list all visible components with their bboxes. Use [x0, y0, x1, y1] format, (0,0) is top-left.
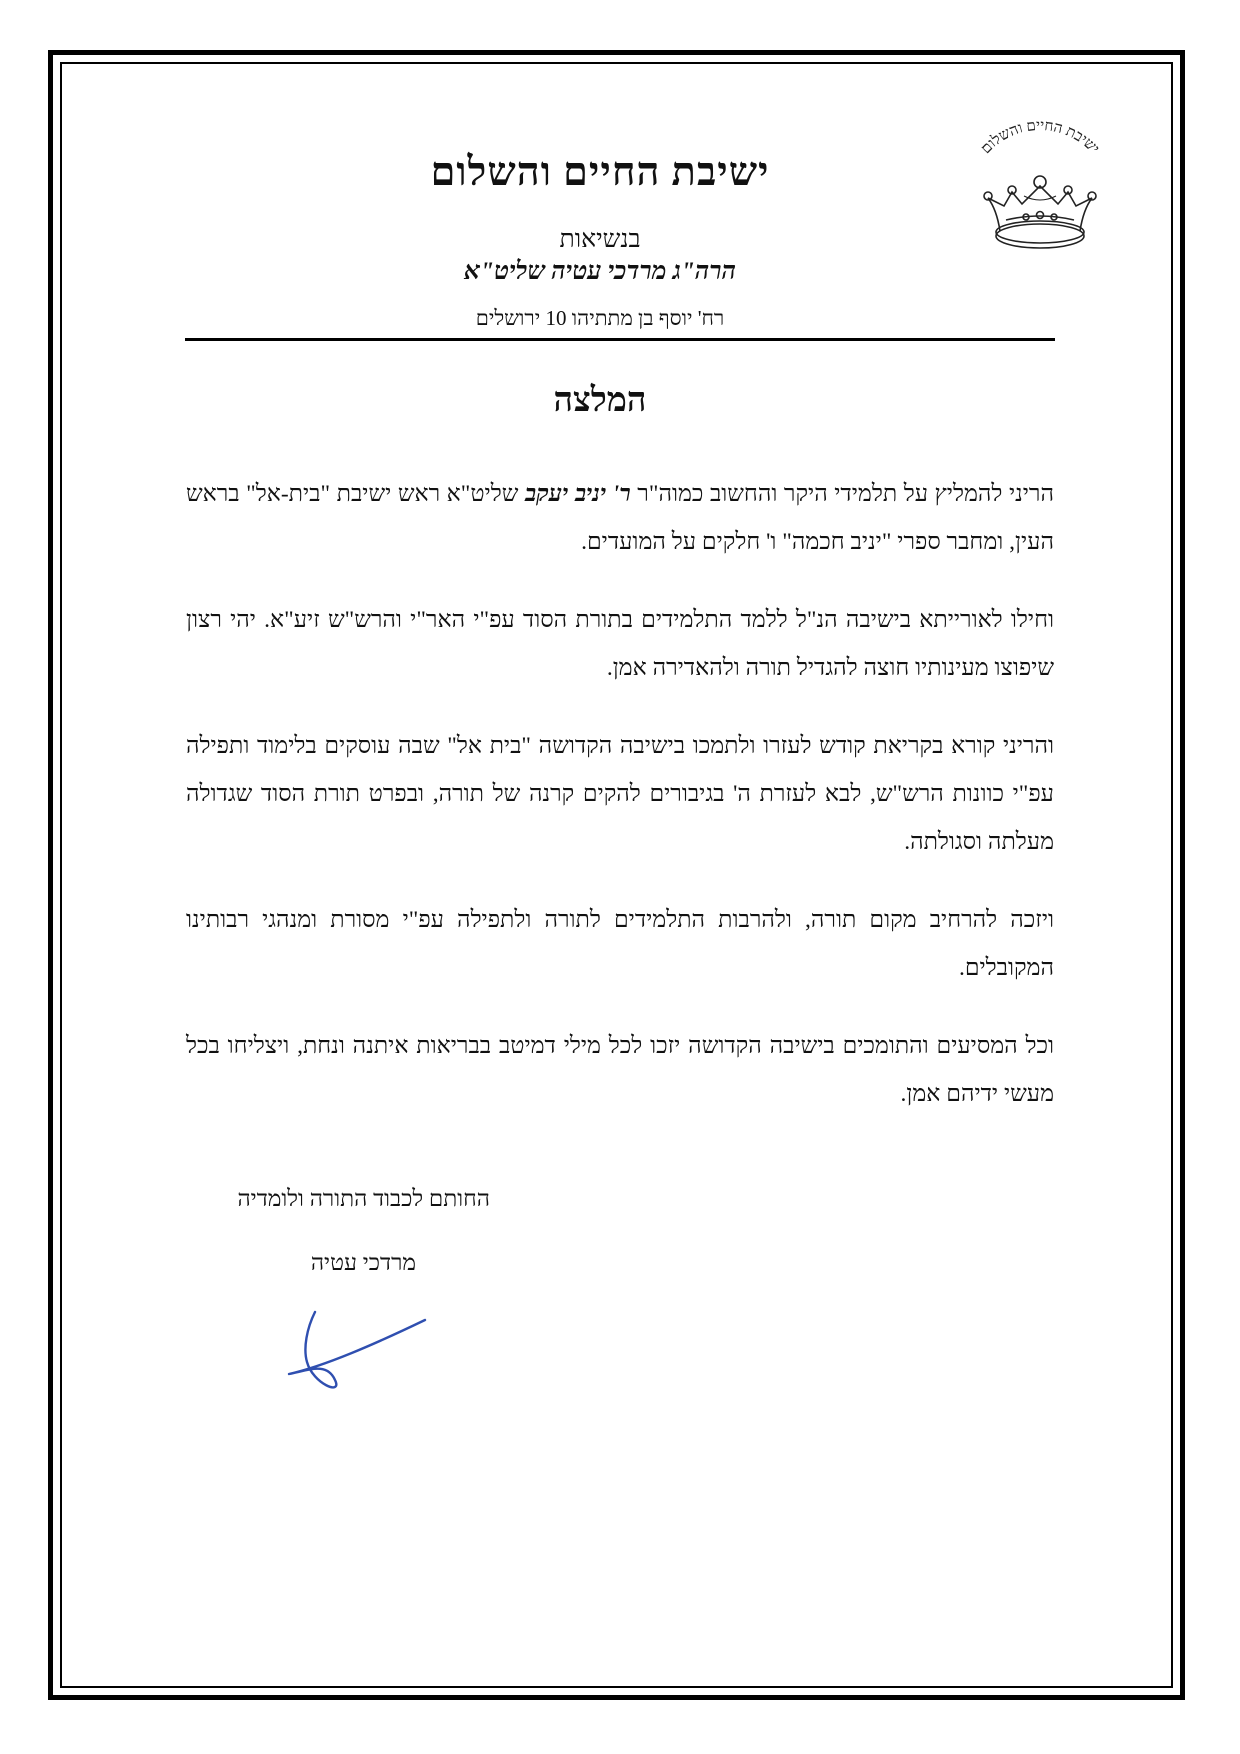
paragraph-3: והריני קורא בקריאת קודש לעזרו ולתמכו בישיבה הקדושה "בית אל" שבה עוסקים בלימוד ותפילה עפ"י כוונות הרש"ש, לבא לעזרת ה' בגיבורים להקים קרנה של תורה, ובפרט תורת הסוד שגדולה מעלתה וסגולתה.: [186, 733, 1054, 855]
yeshiva-crown-seal: [960, 108, 1120, 258]
paragraph-2: וחילו לאורייתא בישיבה הנ"ל ללמד התלמידים בתורת הסוד עפ"י האר"י והרש"ש זיע"א. יהי רצון שיפוצו מעינותיו חוצה להגדיל תורה ולהאדירה אמן.: [186, 607, 1054, 681]
recommended-person-name: ר' יניב יעקב: [524, 481, 631, 507]
header-divider: [185, 338, 1055, 341]
signer-name: מרדכי עטיה: [310, 1250, 416, 1275]
paragraph-4: ויזכה להרחיב מקום תורה, ולהרבות התלמידים לתורה ולתפילה עפ"י מסורת ומנהגי רבותינו המקובלים.: [186, 907, 1054, 981]
crown-icon: [984, 176, 1096, 248]
paragraph-5: וכל המסיעים והתומכים בישיבה הקדושה יזכו לכל מילי דמיטב בבריאות איתנה ונחת, ויצליחו בכל מעשי ידיהם אמן.: [186, 1033, 1054, 1107]
address-line: רח' יוסף בן מתתיהו 10 ירושלים: [475, 306, 725, 330]
under-auspices-label: בנשיאות: [559, 226, 641, 253]
paragraph-1: [186, 470, 1054, 566]
paragraph-1-after: שליט"א ראש ישיבת "בית-אל" בראש העין, ומחבר ספרי "יניב חכמה" ו' חלקים על המועדים.: [186, 481, 1054, 555]
seal-text: ישיבת החיים והשלום: [978, 118, 1103, 158]
rabbi-name: הרה"ג מרדכי עטיה שליט"א: [464, 258, 736, 285]
yeshiva-name-title: ישיבת החיים והשלום: [430, 149, 770, 194]
paragraph-1-before: הריני להמליץ על תלמידי היקר והחשוב כמוה"ר: [630, 481, 1054, 507]
svg-text:ישיבת החיים והשלום: [978, 118, 1102, 157]
handwritten-signature: [285, 1300, 435, 1410]
letter-body: [186, 470, 1054, 1148]
letter-heading: המלצה: [553, 382, 647, 419]
closing-line: החותם לכבוד התורה ולומדיה: [237, 1186, 490, 1211]
